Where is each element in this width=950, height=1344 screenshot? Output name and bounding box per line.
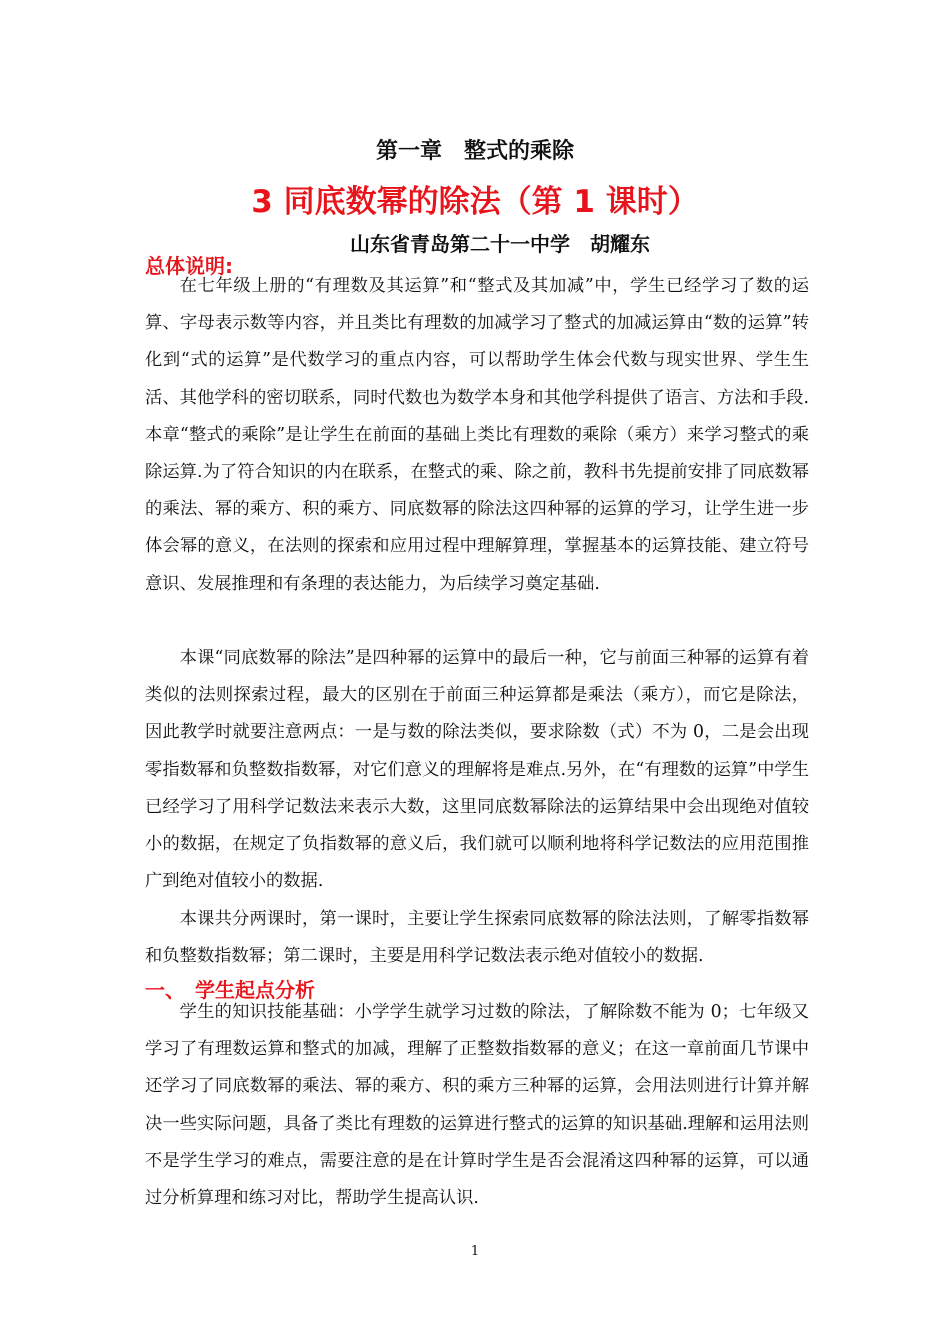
author-line: 山东省青岛第二十一中学 胡耀东 — [350, 232, 650, 256]
overview-paragraph-3: 本课共分两课时，第一课时，主要让学生探索同底数幂的除法法则，了解零指数幂和负整数指数幂；第二课时，主要是用科学记数法表示绝对值较小的数据. — [145, 909, 809, 967]
overview-paragraph-2: 本课“同底数幂的除法”是四种幂的运算中的最后一种，它与前面三种幂的运算有着类似的法则探索过程，最大的区别在于前面三种运算都是乘法（乘方），而它是除法，因此教学时就要注意两点：一是与数的除法类似，要求除数（式）不为 0，二是会出现零指数幂和负整数指数幂，对它们意义的理解将是难点.另外，在“有理数的运算”中学生已经学习了用科学记数法来表示大数，这里同底数幂除法的运算结果中会出现绝对值较小的数据，在规定了负指数幂的意义后，我们就可以顺利地将科学记数法的应用范围推广到绝对值较小的数据. — [145, 648, 809, 892]
section-1-heading: 一、 学生起点分析 — [145, 978, 315, 1002]
page-number: 1 — [470, 1244, 480, 1259]
chapter-title: 第一章 整式的乘除 — [375, 139, 574, 164]
overview-heading: 总体说明: — [145, 254, 233, 278]
section-1-paragraph: 学生的知识技能基础：小学学生就学习过数的除法，了解除数不能为 0；七年级又学习了有理数运算和整式的加减，理解了正整数指数幂的意义；在这一章前面几节课中还学习了同底数幂的乘法、幂的乘方、积的乘方三种幂的运算，会用法则进行计算并解决一些实际问题，具备了类比有理数的运算进行整式的运算的知识基础.理解和运用法则不是学生学习的难点，需要注意的是在计算时学生是否会混淆这四种幂的运算，可以通过分析算理和练习对比，帮助学生提高认识. — [145, 1002, 809, 1209]
overview-paragraph-1: 在七年级上册的“有理数及其运算”和“整式及其加减”中，学生已经学习了数的运算、字母表示数等内容，并且类比有理数的加减学习了整式的加减运算由“数的运算”转化到“式的运算”是代数学习的重点内容，可以帮助学生体会代数与现实世界、学生生活、其他学科的密切联系，同时代数也为数学本身和其他学科提供了语言、方法和手段.本章“整式的乘除”是让学生在前面的基础上类比有理数的乘除（乘方）来学习整式的乘除运算.为了符合知识的内在联系，在整式的乘、除之前，教科书先提前安排了同底数幂的乘法、幂的乘方、积的乘方、同底数幂的除法这四种幂的运算的学习，让学生进一步体会幂的意义，在法则的探索和应用过程中理解算理，掌握基本的运算技能、建立符号意识、发展推理和有条理的表达能力，为后续学习奠定基础. — [145, 276, 809, 594]
lesson-title: 3 同底数幂的除法（第 1 课时） — [251, 184, 699, 220]
